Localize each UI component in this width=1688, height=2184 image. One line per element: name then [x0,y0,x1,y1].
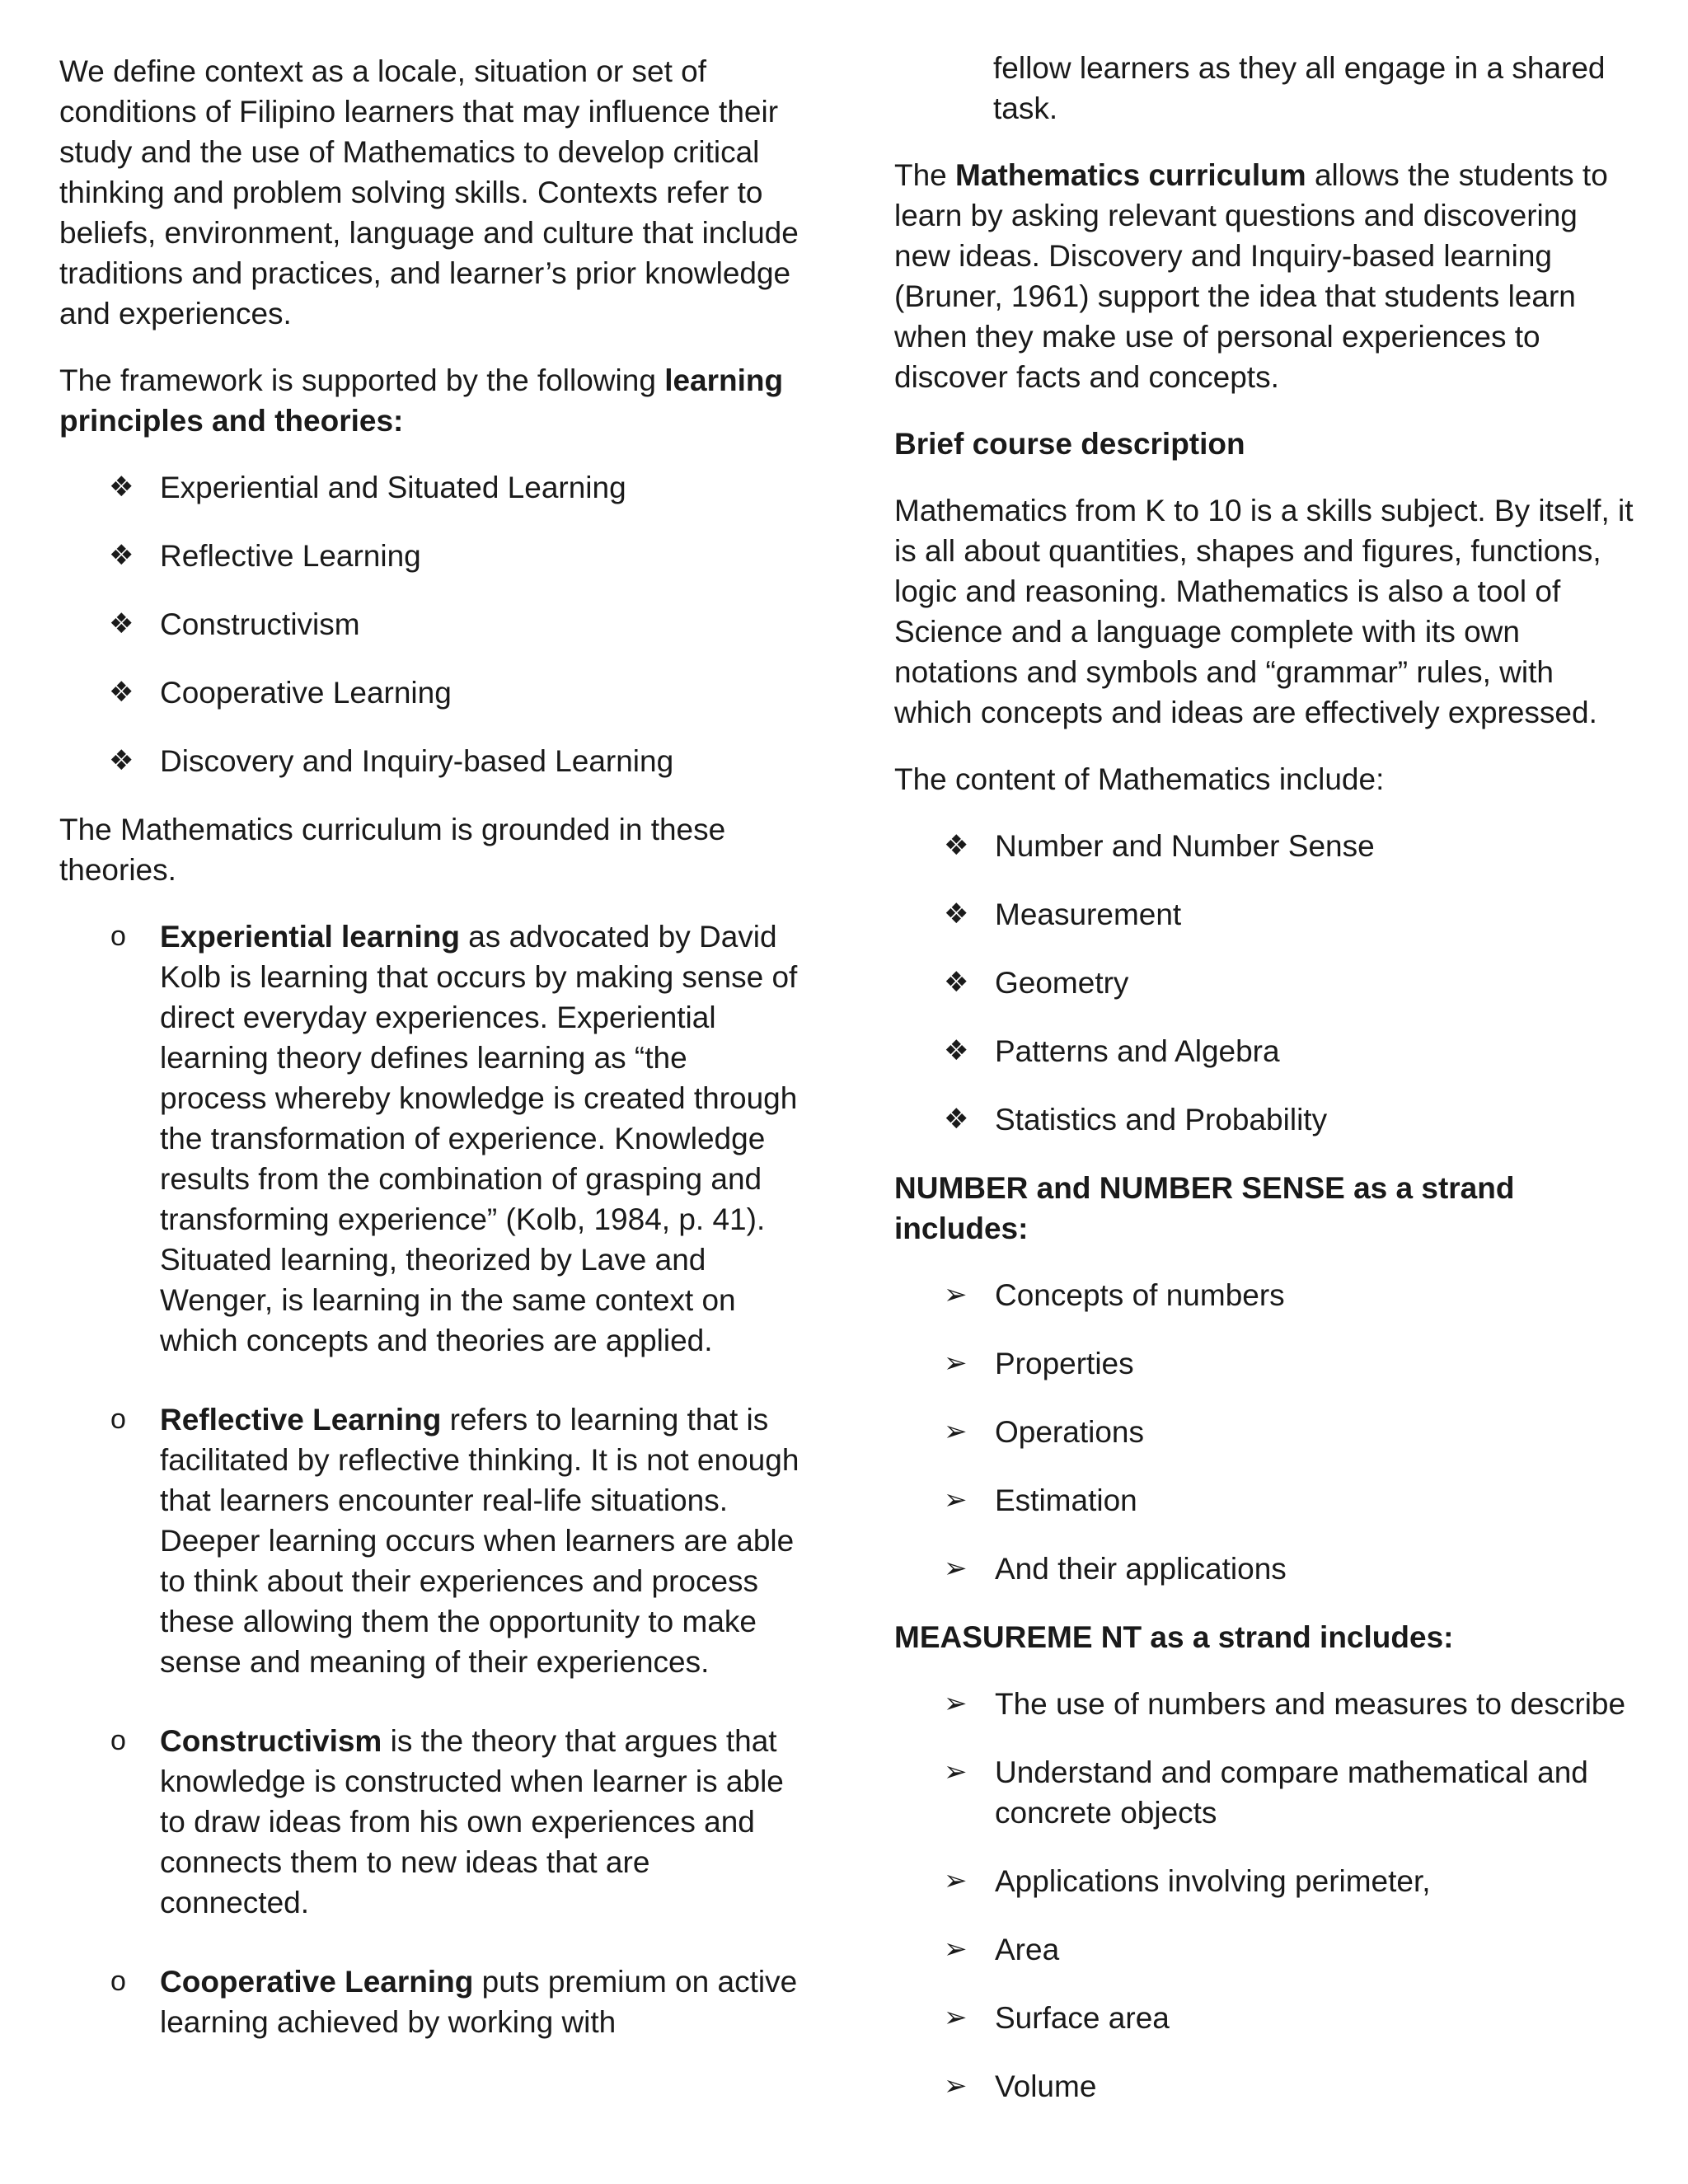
list-item-text: Operations [995,1415,1144,1449]
curriculum-text: allows the students to learn by asking relevant questions and discovering new ideas. Discovery and Inquiry-based learning (Bruner, 1961) support the idea that students learn when they make use of personal experiences to discover facts and concepts. [894,158,1608,394]
list-item [894,894,1636,935]
number-strand-heading: NUMBER and NUMBER SENSE as a strand includes: [894,1171,1515,1245]
list-item-text: Constructivism [160,607,360,641]
list-item [59,741,801,781]
course-heading: Brief course description [894,427,1245,461]
curriculum-bold: Mathematics curriculum [955,158,1306,192]
content-intro: The content of Mathematics include: [894,762,1385,796]
measurement-strand-list [894,1684,1636,2107]
list-item-text: Discovery and Inquiry-based Learning [160,744,674,778]
list-item-text: Concepts of numbers [995,1278,1285,1312]
list-item [59,673,801,713]
left-column [59,51,801,2081]
theory-term: Reflective Learning [160,1403,442,1436]
course-description: Mathematics from K to 10 is a skills subject. By itself, it is all about quantities, shapes and figures, functions, logic and reasoning. Mathematics is also a tool of Science and a language complete with its own notations and symbols and “grammar” rules, with which concepts and ideas are effectively expressed. [894,494,1634,729]
diamond-bullet-icon: ❖ [109,471,134,503]
list-item-text: Experiential and Situated Learning [160,471,626,504]
list-item-text: Cooperative Learning [160,676,452,710]
list-item [894,2066,1636,2107]
arrow-bullet-icon: ➢ [944,1688,968,1719]
list-item-text: Geometry [995,966,1129,1000]
list-item [59,467,801,508]
theory-text: is the theory that argues that knowledge is constructed when learner is able to draw ideas from his own experiences and connects them to new ideas that are connected. [160,1724,784,1919]
context-paragraph: We define context as a locale, situation or set of conditions of Filipino learners that may influence their study and the use of Mathematics to develop critical thinking and problem solving skills. Contexts refer to beliefs, environment, language and culture that include traditions and practices, and learner’s prior knowledge and experiences. [59,54,799,330]
theory-term: Constructivism [160,1724,382,1758]
list-item-text: Properties [995,1347,1134,1380]
circle-bullet-icon: o [110,1725,126,1756]
diamond-bullet-icon: ❖ [109,677,134,708]
arrow-bullet-icon: ➢ [944,1347,968,1379]
list-item [894,1998,1636,2038]
list-item-text: And their applications [995,1552,1287,1586]
list-item-text: Applications involving perimeter, [995,1864,1431,1898]
arrow-bullet-icon: ➢ [944,2070,968,2102]
arrow-bullet-icon: ➢ [944,1416,968,1447]
theory-item [59,1399,801,1682]
arrow-bullet-icon: ➢ [944,1279,968,1310]
list-item [894,1343,1636,1384]
curriculum-pre: The [894,158,956,192]
list-item-text: Patterns and Algebra [995,1034,1280,1068]
arrow-bullet-icon: ➢ [944,1553,968,1584]
diamond-bullet-icon: ❖ [944,898,969,930]
curriculum-paragraph [894,155,1636,397]
arrow-bullet-icon: ➢ [944,1933,968,1965]
framework-bold: learning principles and theories: [59,363,784,438]
list-item [894,1752,1636,1833]
theory-item [59,916,801,1361]
list-item [894,1275,1636,1315]
framework-paragraph [59,360,801,441]
theory-item [59,1961,801,2042]
list-item [894,1861,1636,1901]
diamond-bullet-icon: ❖ [944,830,969,861]
list-item [59,536,801,576]
arrow-bullet-icon: ➢ [944,1484,968,1516]
diamond-bullet-icon: ❖ [944,967,969,998]
list-item [894,1480,1636,1521]
principles-list [59,467,801,781]
list-item-text: Number and Number Sense [995,829,1375,863]
framework-text: The framework is supported by the following [59,363,665,397]
arrow-bullet-icon: ➢ [944,1865,968,1896]
circle-bullet-icon: o [110,921,126,952]
theory-term: Experiential learning [160,920,460,954]
diamond-bullet-icon: ❖ [109,540,134,571]
theory-term: Cooperative Learning [160,1965,474,1999]
grounded-paragraph: The Mathematics curriculum is grounded in these theories. [59,813,726,887]
list-item [894,1549,1636,1589]
measurement-strand-heading: MEASUREME NT as a strand includes: [894,1620,1454,1654]
circle-bullet-icon: o [110,1404,126,1435]
list-item-text: Volume [995,2069,1097,2103]
theories-list [59,916,801,2042]
theory-text: as advocated by David Kolb is learning that occurs by making sense of direct everyday experiences. Experiential learning theory defines learning as “the process whereby knowledge is created through the transformation of experience. Knowledge results from the combination of grasping and transforming experience” (Kolb, 1984, p. 41). Situated learning, theorized by Lave and Wenger, is learning in the same context on which concepts and theories are applied. [160,920,798,1357]
list-item-text: Surface area [995,2001,1170,2035]
list-item [894,1412,1636,1452]
number-strand-list [894,1275,1636,1589]
list-item-text: Measurement [995,898,1182,931]
list-item-text: Statistics and Probability [995,1103,1328,1137]
list-item [894,1031,1636,1071]
diamond-bullet-icon: ❖ [109,608,134,640]
content-list [894,826,1636,1140]
right-column [894,51,1636,2135]
theory-text: puts premium on active learning achieved by working with [160,1965,798,2039]
list-item-text: The use of numbers and measures to describe [995,1687,1626,1721]
list-item [59,604,801,644]
diamond-bullet-icon: ❖ [944,1035,969,1066]
list-item [894,963,1636,1003]
list-item-text: Area [995,1933,1060,1966]
circle-bullet-icon: o [110,1966,126,1997]
list-item [894,1684,1636,1724]
list-item [894,1929,1636,1970]
diamond-bullet-icon: ❖ [944,1104,969,1135]
theory-item [59,1721,801,1923]
list-item [894,826,1636,866]
arrow-bullet-icon: ➢ [944,1756,968,1788]
cooperative-continuation: fellow learners as they all engage in a shared task. [993,51,1606,125]
arrow-bullet-icon: ➢ [944,2002,968,2033]
diamond-bullet-icon: ❖ [109,745,134,776]
list-item [894,1099,1636,1140]
theory-text: refers to learning that is facilitated by reflective thinking. It is not enough that learners encounter real-life situations. Deeper learning occurs when learners are able to think about their experiences and process these allowing them the opportunity to make sense and meaning of their experiences. [160,1403,799,1679]
list-item-text: Reflective Learning [160,539,421,573]
list-item-text: Estimation [995,1483,1137,1517]
list-item-text: Understand and compare mathematical and concrete objects [995,1755,1588,1830]
